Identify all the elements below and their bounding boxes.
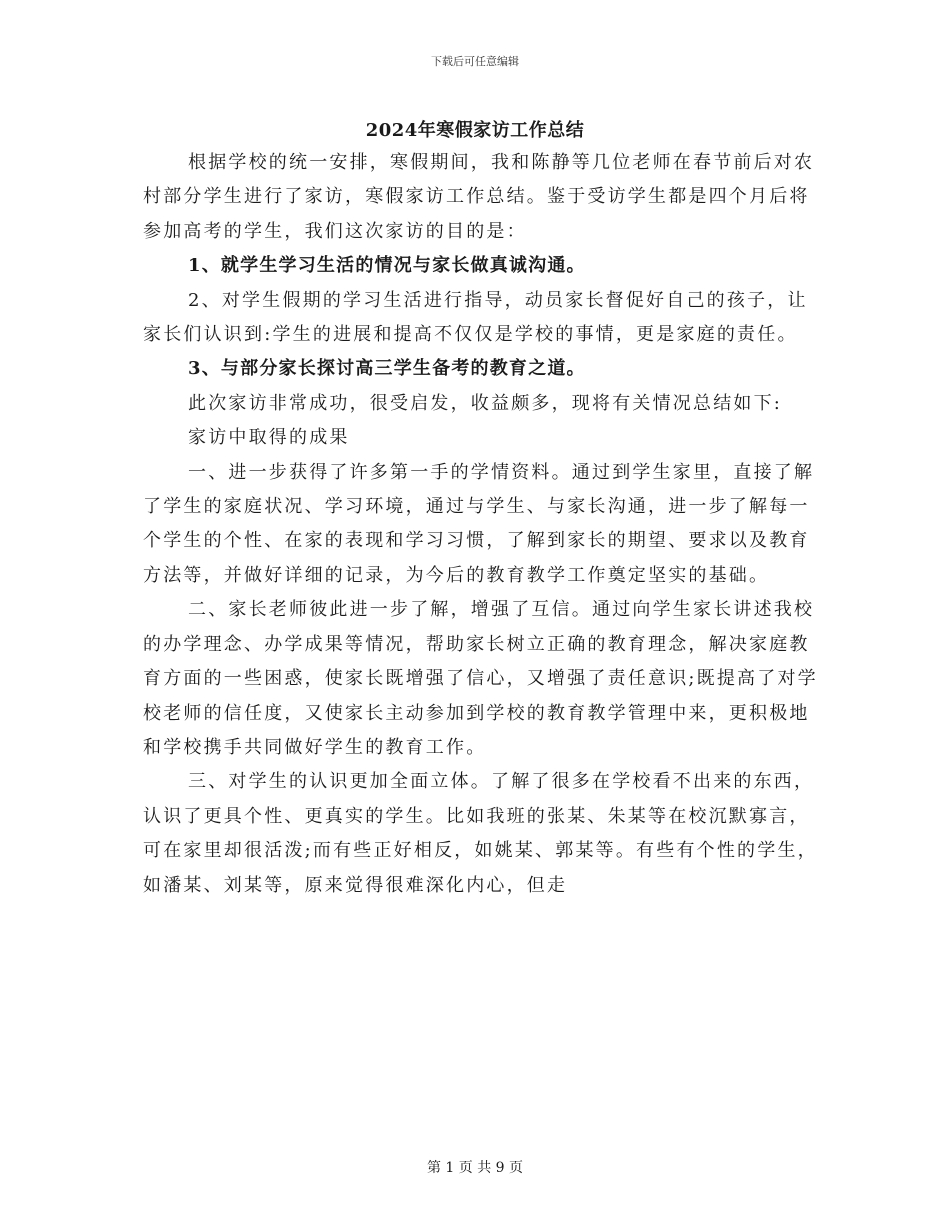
paragraph-intro: 根据学校的统一安排，寒假期间，我和陈静等几位老师在春节前后对农村部分学生进行了家访，寒假家访工作总结。鉴于受访学生都是四个月后将参加高考的学生，我们这次家访的目的是： bbox=[143, 152, 815, 242]
paragraph-goal-1: 1、就学生学习生活的情况与家长做真诚沟通。 bbox=[188, 255, 586, 277]
paragraph-goal-2: 2、对学生假期的学习生活进行指导，动员家长督促好自己的孩子，让家长们认识到:学生的进展和提高不仅仅是学校的事情，更是家庭的责任。 bbox=[143, 289, 808, 346]
document-body bbox=[143, 146, 823, 903]
paragraph-result-1: 一、进一步获得了许多第一手的学情资料。通过到学生家里，直接了解了学生的家庭状况、学习环境，通过与学生、与家长沟通，进一步了解每一个学生的个性、在家的表现和学习习惯，了解到家长的期望、要求以及教育方法等，并做好详细的记录，为今后的教育教学工作奠定坚实的基础。 bbox=[143, 461, 815, 586]
section-heading-results: 家访中取得的成果 bbox=[188, 427, 350, 449]
paragraph-summary-lead: 此次家访非常成功，很受启发，收益颇多，现将有关情况总结如下: bbox=[188, 392, 783, 414]
page-header-note: 下载后可任意编辑 bbox=[431, 55, 519, 68]
document-title: 2024年寒假家访工作总结 bbox=[365, 120, 585, 141]
paragraph-result-3: 三、对学生的认识更加全面立体。了解了很多在学校看不出来的东西，认识了更具个性、更真实的学生。比如我班的张某、朱某等在校沉默寡言，可在家里却很活泼;而有些正好相反，如姚某、郭某等。有些有个性的学生，如潘某、刘某等，原来觉得很难深化内心，但走 bbox=[143, 771, 818, 896]
paragraph-goal-3: 3、与部分家长探讨高三学生备考的教育之道。 bbox=[188, 358, 586, 380]
paragraph-result-2: 二、家长老师彼此进一步了解，增强了互信。通过向学生家长讲述我校的办学理念、办学成果等情况，帮助家长树立正确的教育理念，解决家庭教育方面的一些困惑，使家长既增强了信心，又增强了责任意识;既提高了对学校老师的信任度，又使家长主动参加到学校的教育教学管理中来，更积极地和学校携手共同做好学生的教育工作。 bbox=[143, 599, 818, 758]
page-number: 第 1 页 共 9 页 bbox=[426, 1160, 524, 1176]
